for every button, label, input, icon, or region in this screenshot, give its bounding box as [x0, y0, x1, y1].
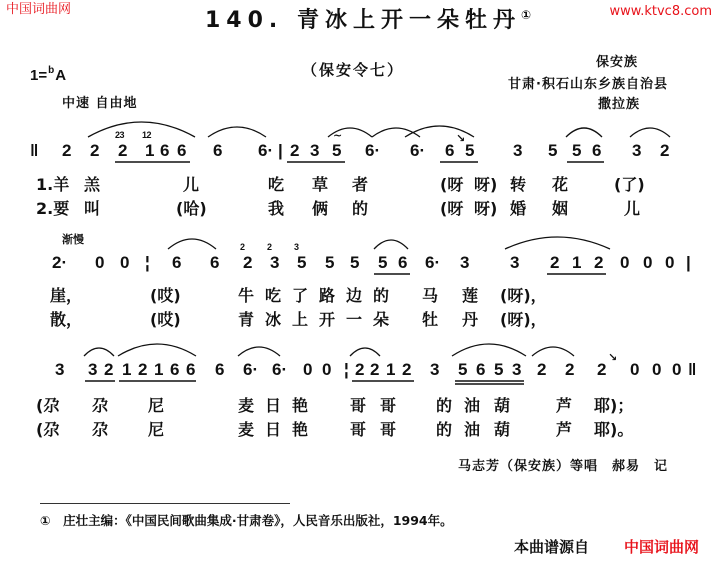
note: 2: [90, 141, 100, 160]
site-watermark-left: 中国词曲网: [6, 2, 72, 17]
note: 2: [537, 360, 547, 379]
note: 6·: [425, 253, 441, 272]
lyric-syllable: 耶)。: [594, 420, 634, 439]
slur: [532, 347, 574, 356]
note: 0: [630, 360, 640, 379]
note: 5: [494, 360, 504, 379]
slur: [452, 344, 526, 356]
lyric-syllable: 葫: [494, 396, 511, 415]
note: 2: [594, 253, 604, 272]
lyric-syllable: 的: [373, 286, 390, 305]
lyric-syllable: 婚: [510, 199, 527, 218]
note: 2: [243, 253, 253, 272]
lyric-syllable: 我: [268, 199, 285, 218]
slur: [208, 127, 266, 137]
barline: ‖: [688, 360, 697, 379]
lyric-syllable: (尕: [36, 420, 60, 439]
note: 0: [672, 360, 682, 379]
lyric-syllable: 日: [265, 396, 282, 415]
slur: [505, 237, 610, 249]
lyric-syllable: 呀): [474, 199, 498, 218]
lyric-syllable: 儿: [183, 175, 200, 194]
note: 3: [510, 253, 520, 272]
lyric-syllable: 哥: [380, 396, 397, 415]
note: 0: [643, 253, 653, 272]
lyric-syllable: 油: [464, 396, 481, 415]
note: 3: [310, 141, 320, 160]
lyric-syllable: 尼: [148, 420, 165, 439]
lyric-syllable: 边: [346, 286, 363, 305]
lyric-syllable: 马: [422, 286, 439, 305]
note: 5: [332, 141, 342, 160]
note: 3: [88, 360, 98, 379]
note: 6·: [258, 141, 274, 160]
slur: [350, 348, 380, 356]
note: 6: [476, 360, 486, 379]
note: 6: [186, 360, 196, 379]
lyric-syllable: 尕: [92, 420, 109, 439]
note: 6·: [365, 141, 381, 160]
lyric-syllable: (哈): [176, 199, 207, 218]
note: 6: [177, 141, 187, 160]
note: 0: [322, 360, 332, 379]
note: 2: [597, 360, 607, 379]
lyric-syllable: (呀)，: [500, 310, 547, 329]
lyric-syllable: 麦: [238, 420, 255, 439]
note: 2: [565, 360, 575, 379]
note: 6: [592, 141, 602, 160]
note: 2: [62, 141, 72, 160]
barline: |: [686, 253, 691, 272]
note: 6: [172, 253, 182, 272]
lyric-syllable: 崖，: [50, 286, 83, 305]
note: 3: [513, 141, 523, 160]
lyric-syllable: (哎): [150, 286, 181, 305]
barline: |: [278, 141, 283, 160]
lyric-syllable: 日: [265, 420, 282, 439]
note: 2: [370, 360, 380, 379]
slur: [118, 344, 196, 356]
barline: ‖: [30, 141, 39, 160]
note: 3: [270, 253, 280, 272]
note: 6: [445, 141, 455, 160]
lyric-syllable: 花: [552, 175, 569, 194]
lyric-syllable: 艳: [292, 420, 309, 439]
lyric-syllable: 芦: [556, 396, 573, 415]
lyric-syllable: 哥: [380, 420, 397, 439]
grace-note: 3: [294, 242, 299, 252]
lyric-syllable: 尼: [148, 396, 165, 415]
lyric-syllable: 麦: [238, 396, 255, 415]
note: 2: [402, 360, 412, 379]
lyric-syllable: 的: [436, 420, 453, 439]
lyric-syllable: 冰: [265, 310, 282, 329]
lyric-syllable: 牛: [238, 286, 255, 305]
slur: [566, 128, 602, 137]
note: 1: [122, 360, 132, 379]
title-footnote-mark: ①: [520, 8, 532, 22]
note: 6: [215, 360, 225, 379]
lyric-syllable: (哎): [150, 310, 181, 329]
lyric-syllable: 羔: [84, 175, 101, 194]
grace-note: 12: [142, 130, 152, 140]
note: 3: [460, 253, 470, 272]
lyric-syllable: 姻: [552, 199, 569, 218]
note: 0: [620, 253, 630, 272]
note: 3: [632, 141, 642, 160]
note: 3: [55, 360, 65, 379]
lyric-syllable: 俩: [312, 199, 329, 218]
slur: [168, 239, 216, 249]
lyric-syllable: 儿: [624, 199, 641, 218]
lyric-syllable: 莲: [462, 286, 479, 305]
slur: [374, 240, 408, 249]
source-region: 甘肃·积石山东乡族自治县: [508, 77, 668, 92]
lyric-syllable: 的: [436, 396, 453, 415]
lyric-syllable: 的: [352, 199, 369, 218]
note: 3: [512, 360, 522, 379]
note: 1: [572, 253, 582, 272]
note: 0: [120, 253, 130, 272]
key-tonic: A: [55, 67, 67, 84]
slur: [630, 128, 670, 137]
slur: [238, 347, 280, 356]
note: 2: [355, 360, 365, 379]
note: 2: [118, 141, 128, 160]
note: 6: [398, 253, 408, 272]
lyric-syllable: 1.羊: [36, 175, 70, 194]
footer-site-name: 中国词曲网: [624, 538, 700, 556]
note: 1: [386, 360, 396, 379]
barline: ¦: [344, 360, 349, 379]
ornament-mark: ↘: [608, 351, 618, 364]
lyric-syllable: 吃: [265, 286, 282, 305]
lyric-syllable: (了): [614, 175, 645, 194]
footnote-rule: [40, 503, 290, 504]
note: 6: [210, 253, 220, 272]
note: 2: [138, 360, 148, 379]
lyric-syllable: 上: [292, 310, 309, 329]
note: 0: [652, 360, 662, 379]
note: 6: [160, 141, 170, 160]
lyric-syllable: (呀)，: [500, 286, 547, 305]
source-ethnicity-2: 撒拉族: [598, 97, 641, 112]
note: 5: [378, 253, 388, 272]
lyric-syllable: (尕: [36, 396, 60, 415]
song-title: 140. 青冰上开一朵牡丹: [205, 8, 521, 33]
ornament-mark: ~: [333, 129, 343, 142]
note: 5: [325, 253, 335, 272]
lyric-syllable: 丹: [462, 310, 479, 329]
footer-source-label: 本曲谱源自: [514, 538, 590, 556]
flat-sign: b: [48, 65, 55, 76]
lyric-syllable: 尕: [92, 396, 109, 415]
note: 5: [572, 141, 582, 160]
note: 5: [458, 360, 468, 379]
note: 6·: [243, 360, 259, 379]
lyric-syllable: 呀): [474, 175, 498, 194]
note: 5: [548, 141, 558, 160]
note: 5: [350, 253, 360, 272]
lyric-syllable: 了: [292, 286, 309, 305]
lyric-syllable: 2.要: [36, 199, 70, 218]
lyric-syllable: 转: [510, 175, 527, 194]
note: 2: [290, 141, 300, 160]
lyric-syllable: 哥: [350, 420, 367, 439]
note: 5: [297, 253, 307, 272]
footnote: ① 庄壮主编：《中国民间歌曲集成·甘肃卷》，人民音乐出版社，1994年。: [40, 513, 453, 528]
note: 2: [104, 360, 114, 379]
lyric-syllable: (呀: [440, 199, 464, 218]
note: 2: [550, 253, 560, 272]
lyric-syllable: 叫: [84, 199, 101, 218]
lyric-syllable: 耶)；: [594, 396, 634, 415]
note: 5: [465, 141, 475, 160]
tempo-change-annotation: 渐慢: [62, 233, 84, 246]
lyric-syllable: 草: [312, 175, 329, 194]
note: 6·: [272, 360, 288, 379]
lyric-syllable: 者: [352, 175, 369, 194]
lyric-syllable: 散，: [50, 310, 83, 329]
grace-note: 23: [115, 130, 125, 140]
lyric-syllable: 油: [464, 420, 481, 439]
source-ethnicity: 保安族: [596, 55, 639, 70]
tune-name: （保安令七）: [302, 61, 405, 79]
note: 1: [154, 360, 164, 379]
site-watermark-url: www.ktvc8.com: [609, 4, 712, 19]
grace-note: 2: [240, 242, 245, 252]
note: 3: [430, 360, 440, 379]
lyric-syllable: 艳: [292, 396, 309, 415]
note: 0: [95, 253, 105, 272]
barline: ¦: [145, 253, 150, 272]
note: 1: [145, 141, 155, 160]
note: 6·: [410, 141, 426, 160]
lyric-syllable: 路: [319, 286, 336, 305]
tempo-marking: 中速 自由地: [62, 96, 138, 111]
lyric-syllable: (呀: [440, 175, 464, 194]
grace-note: 2: [267, 242, 272, 252]
ornament-mark: ↘: [456, 132, 466, 145]
lyric-syllable: 开: [319, 310, 336, 329]
note: 0: [665, 253, 675, 272]
note: 6: [170, 360, 180, 379]
note: 0: [303, 360, 313, 379]
note: 2·: [52, 253, 68, 272]
key-prefix: 1=: [30, 67, 48, 84]
note: 2: [660, 141, 670, 160]
lyric-syllable: 朵: [373, 310, 390, 329]
lyric-syllable: 葫: [494, 420, 511, 439]
lyric-syllable: 哥: [350, 396, 367, 415]
lyric-syllable: 牡: [422, 310, 439, 329]
lyric-syllable: 青: [238, 310, 255, 329]
performer-credit: 马志芳（保安族）等唱 郝易 记: [458, 459, 669, 474]
lyric-syllable: 一: [346, 310, 363, 329]
slur: [84, 348, 114, 356]
lyric-syllable: 吃: [268, 175, 285, 194]
note: 6: [213, 141, 223, 160]
lyric-syllable: 芦: [556, 420, 573, 439]
